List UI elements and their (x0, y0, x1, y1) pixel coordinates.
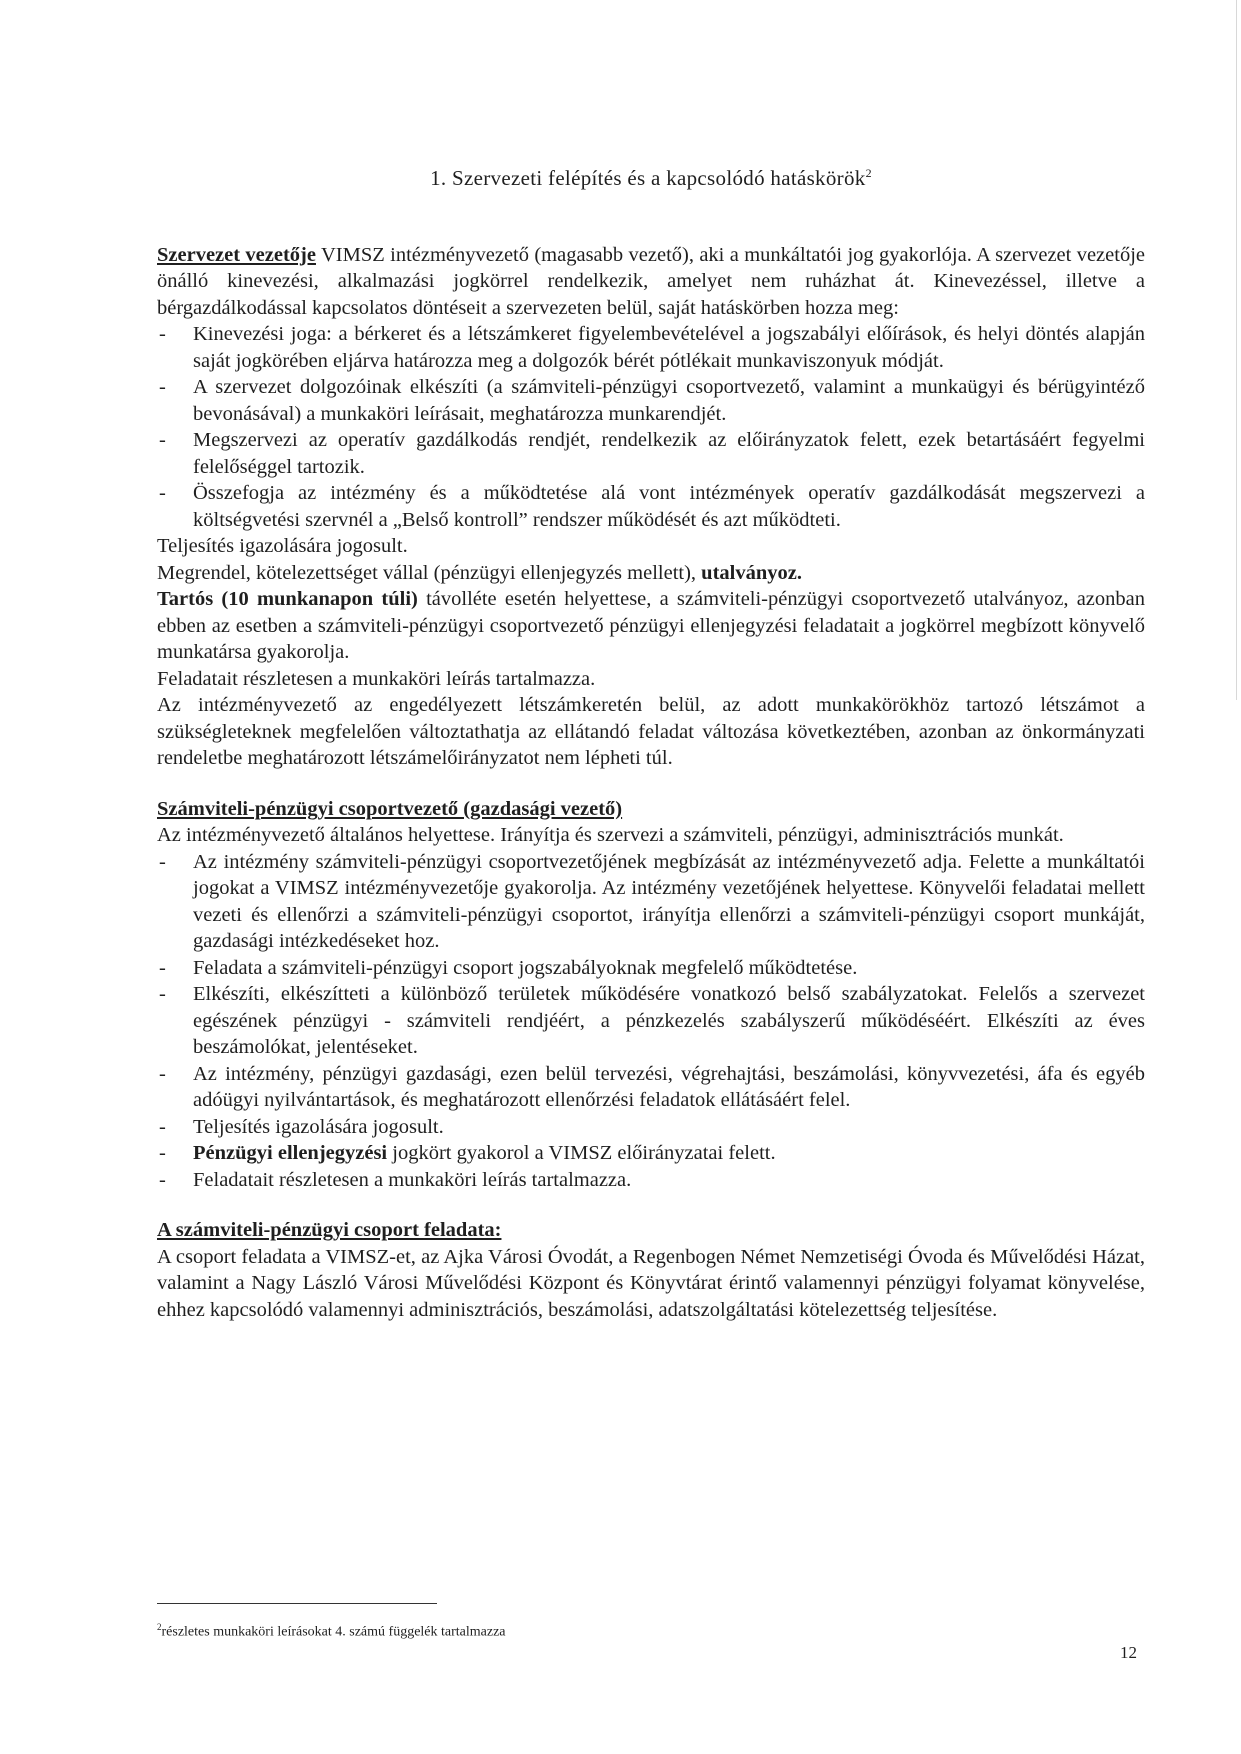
list-item: - Teljesítés igazolására jogosult. (157, 1114, 1145, 1141)
list-item: - Feladatait részletesen a munkaköri leírás tartalmazza. (157, 1167, 1145, 1194)
section-title-text: 1. Szervezeti felépítés és a kapcsolódó hatáskörök (430, 166, 866, 190)
s1-paragraph: Teljesítés igazolására jogosult. (157, 535, 408, 557)
s1-intro (157, 242, 1145, 322)
footnote-text: részletes munkaköri leírásokat 4. számú függelék tartalmazza (161, 1624, 506, 1640)
s1-p3-text: távolléte esetén helyettese, a számviteli-pénzügyi csoportvezető utalványoz, azonban ebben az esetben a számviteli-pénzügyi csoportvezető pénzügyi ellenjegyzési feladatait a jogkörrel megbízott könyvelő munkatársa gyakorolja. (157, 588, 1146, 663)
s1-paragraph (157, 586, 1145, 666)
page-number: 12 (1120, 1643, 1137, 1662)
spacer (157, 1193, 1145, 1217)
s2-item6-text: jogkört gyakorol a VIMSZ előirányzatai felett. (387, 1142, 776, 1164)
list-item: - Az intézmény számviteli-pénzügyi csoportvezetőjének megbízását az intézményvezető adja. Felette a munkáltatói jogokat a VIMSZ intézményvezetője gyakorolja. Az intézmény vezetőjének helyettese. Könyvelői feladatai mellett vezeti és ellenőrzi a számviteli-pénzügyi csoportot, irányítja ellenőrzi a számviteli-pénzügyi csoport munkáját, gazdasági intézkedéseket hoz. (157, 849, 1145, 955)
list-item: - A szervezet dolgozóinak elkészíti (a számviteli-pénzügyi csoportvezető, valamint a munkaügyi és bérügyintéző bevonásával) a munkaköri leírásait, meghatározza munkarendjét. (157, 374, 1145, 427)
s1-p3-bold: Tartós (10 munkanapon túli) (157, 588, 418, 610)
s1-paragraph: Feladatait részletesen a munkaköri leírás tartalmazza. (157, 667, 596, 690)
s1-intro-text: VIMSZ intézményvezető (magasabb vezető), aki a munkáltatói jog gyakorlója. A szervezet vezetője önálló kinevezési, alkalmazási jogkörrel rendelkezik, amelyet nem ruházhat át. Kinevezéssel, illetve a bérgazdálkodással kapcsolatos döntéseit a szervezeten belül, saját hatáskörben hozza meg: (157, 243, 1145, 319)
main-content (157, 160, 1145, 1323)
list-item: - Feladata a számviteli-pénzügyi csoport jogszabályoknak megfelelő működtetése. (157, 955, 1145, 982)
s1-paragraph: Az intézményvezető az engedélyezett létszámkeretén belül, az adott munkakörökhöz tartozó létszámot a szükségleteknek megfelelően változtathatja az ellátandó feladat változása következtében, azonban az önkormányzati rendeletbe meghatározott létszámelőirányzatot nem lépheti túl. (157, 694, 1145, 769)
s1-p2-bold: utalványoz. (701, 561, 802, 584)
s1-p2-text: Megrendel, kötelezettséget vállal (pénzügyi ellenjegyzés mellett), (157, 561, 702, 584)
list-item: - Az intézmény, pénzügyi gazdasági, ezen belül tervezési, végrehajtási, beszámolási, könyvvezetési, áfa és egyéb adóügyi nyilvántartások, és meghatározott ellenőrzési feladatok ellátásáért felel. (157, 1061, 1145, 1114)
s1-paragraph (157, 560, 1145, 587)
section-title (157, 160, 1145, 192)
s3-heading-line (157, 1217, 1145, 1244)
list-item: - Összefogja az intézmény és a működtetése alá vont intézmények operatív gazdálkodását megszervezi a költségvetési szervnél a „Belső kontroll” rendszer működését és azt működteti. (157, 480, 1145, 533)
s3-body: A csoport feladata a VIMSZ-et, az Ajka Városi Óvodát, a Regenbogen Német Nemzetiségi Óvoda és Művelődési Házat, valamint a Nagy László Városi Művelődési Központ és Könyvtárat érintő valamennyi pénzügyi folyamat könyvelése, ehhez kapcsolódó valamennyi adminisztrációs, beszámolási, adatszolgáltatási kötelezettség teljesítése. (157, 1245, 1145, 1321)
list-item (157, 1140, 1145, 1167)
s2-item6-bold: Pénzügyi ellenjegyzési (193, 1142, 388, 1164)
s2-list (157, 849, 1145, 1194)
scan-edge-line (1236, 0, 1237, 700)
s2-intro: Az intézményvezető általános helyettese. Irányítja és szervezi a számviteli, pénzügyi, adminisztrációs munkát. (157, 824, 1064, 846)
footnote-mark: 2 (157, 1622, 162, 1632)
footnote-divider (157, 1603, 437, 1604)
s2-heading: Számviteli-pénzügyi csoportvezető (gazdasági vezető) (157, 797, 623, 820)
list-item: - Elkészíti, elkészítteti a különböző területek működésére vonatkozó belső szabályzatokat. Felelős a szervezet egészének pénzügyi - számviteli rendjéért, a pénzkezelés szabályszerű működéséért. Elkészíti az éves beszámolókat, jelentéseket. (157, 981, 1145, 1061)
list-item: - Megszervezi az operatív gazdálkodás rendjét, rendelkezik az előirányzatok felett, ezek betartásáért fegyelmi felelőséggel tartozik. (157, 427, 1145, 480)
s3-heading: A számviteli-pénzügyi csoport feladata: (157, 1219, 502, 1241)
footnote (157, 1618, 506, 1642)
footnote-ref: 2 (865, 166, 872, 180)
s1-heading: Szervezet vezetője (157, 243, 316, 266)
spacer (157, 772, 1145, 796)
s1-list (157, 321, 1145, 533)
s2-heading-line (157, 796, 1145, 823)
list-item: - Kinevezési joga: a bérkeret és a létszámkeret figyelembevételével a jogszabályi előírások, és helyi döntés alapján saját jogkörében eljárva határozza meg a dolgozók bérét pótlékait munkaviszonyuk módját. (157, 321, 1145, 374)
